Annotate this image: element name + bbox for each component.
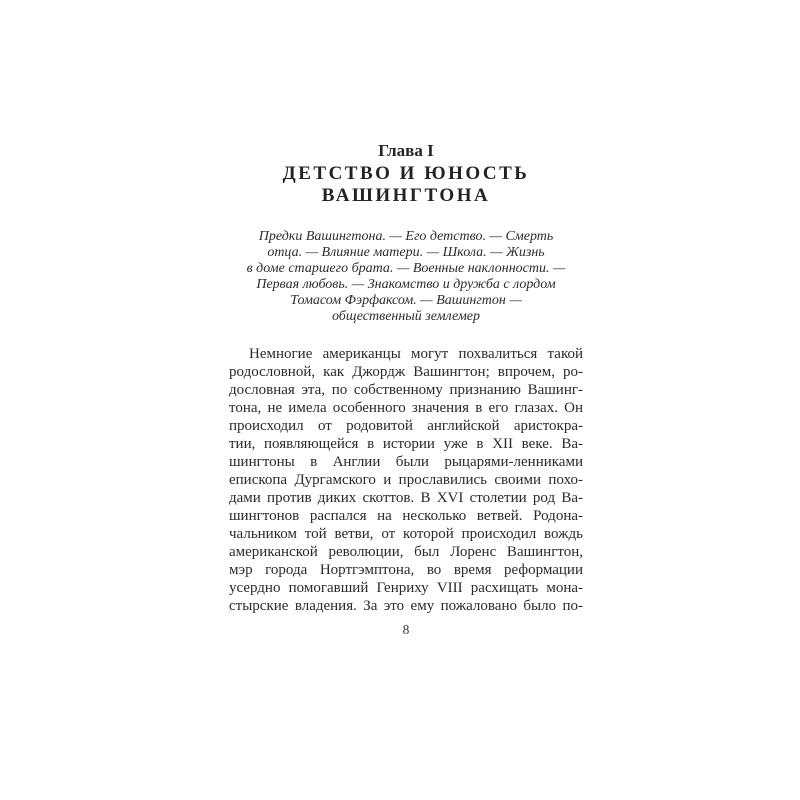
body-line: епископа Дургамского и прославились своими похо- [229,472,583,488]
body-line: тии, появляющейся в истории уже в XII веке. Ва- [229,436,583,452]
chapter-title-line-2: ВАШИНГТОНА [321,185,491,206]
body-line: мэр города Нортгэмптона, во время реформации [229,562,583,578]
body-line: тона, не имела особенного значения в его глазах. Он [229,400,583,416]
summary-line: Томасом Фэрфаксом. — Вашингтон — [290,293,522,308]
summary-line: Первая любовь. — Знакомство и дружба с лордом [256,277,556,292]
summary-line: в доме старшего брата. — Военные наклонности. — [246,261,566,276]
body-line: Немногие американцы могут похвалиться такой [249,346,583,362]
body-line: усердно помогавший Генриху VIII расхищать мона- [229,580,583,596]
body-line: чальником той ветви, от которой происходил вождь [229,526,583,542]
summary-line: отца. — Влияние матери. — Школа. — Жизнь [267,245,545,260]
body-line: дословная эта, по собственному признанию Вашинг- [229,382,583,398]
chapter-title-line-1: ДЕТСТВО И ЮНОСТЬ [282,163,530,184]
body-line: американской революции, был Лоренс Вашингтон, [229,544,583,560]
body-line: шингтонов распался на несколько ветвей. Родона- [229,508,583,524]
body-line: шингтоны в Англии были рыцарями-ленниками [229,454,583,470]
summary-line: Предки Вашингтона. — Его детство. — Смерть [258,229,554,244]
chapter-label: Глава I [378,141,434,160]
page-number: 8 [402,622,410,637]
summary-line: общественный землемер [331,309,481,324]
body-paragraph [229,345,583,615]
text-column [229,141,583,638]
body-line: происходил от родовитой английской аристокра- [229,418,583,434]
body-line: стырские владения. За это ему пожаловано было по- [229,598,583,614]
chapter-title [229,163,583,207]
body-line: родословной, как Джордж Вашингтон; впрочем, ро- [229,364,583,380]
chapter-summary [229,229,583,325]
body-line: дами против диких скоттов. В XVI столетии род Ва- [229,490,583,506]
